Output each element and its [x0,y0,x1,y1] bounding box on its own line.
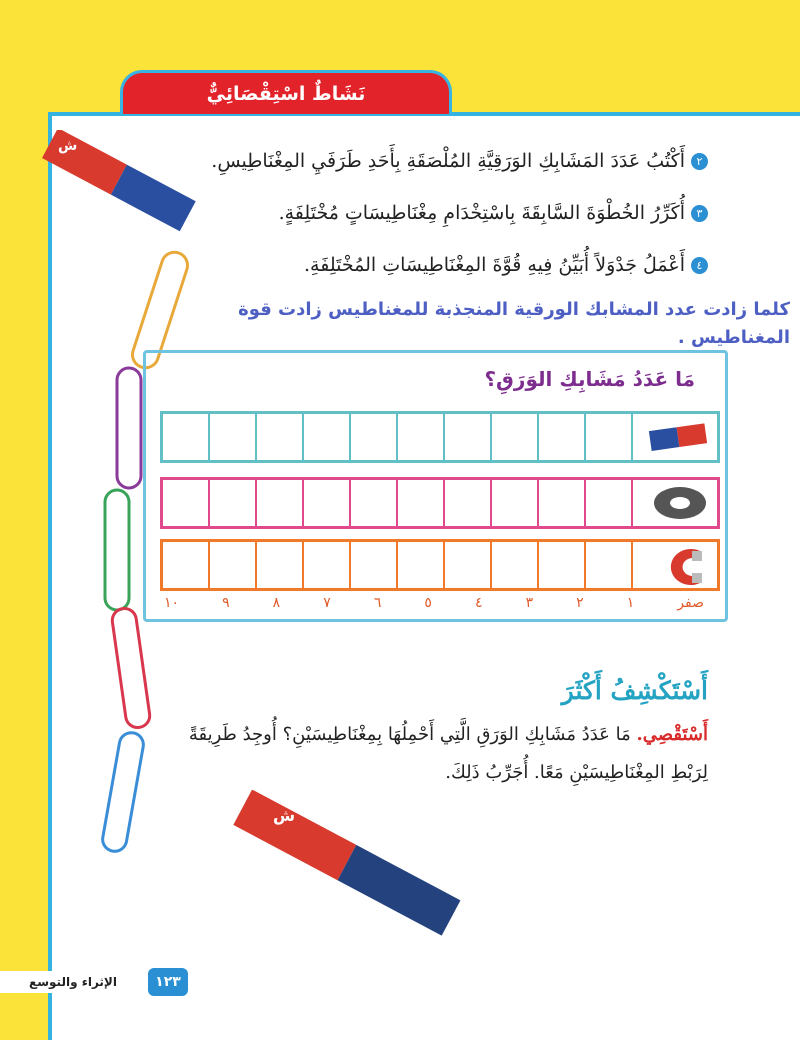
table-cell [210,480,257,526]
table-cell [304,480,351,526]
table-cell [492,414,539,460]
scale-label: ١ [626,595,635,611]
activity-banner [120,70,452,114]
explore-lead: أَسْتَقْصِي. [636,724,708,745]
table-cell [539,414,586,460]
table-cell [492,480,539,526]
banner-title: نَشَاطٌ اسْتِقْصَائِيٌّ [206,82,366,105]
table-cell [351,542,398,588]
table-cell [539,542,586,588]
table-cell [257,480,304,526]
ring-magnet-icon [650,483,710,523]
step-number: ٢ [691,153,708,170]
table-cell [257,414,304,460]
table-cell [539,480,586,526]
table-cell [351,480,398,526]
table-cell [304,414,351,460]
table-cell [492,542,539,588]
scale-label: ٢ [576,595,584,611]
table-cell [210,414,257,460]
student-answer: كلما زادت عدد المشابك الورقية المنجذبة للمغناطيس زادت قوة المغناطيس . [238,299,790,348]
magnet-south-label-top: ج [163,238,173,253]
table-cell [163,414,210,460]
scale-label: صفر [677,595,704,611]
table-cell [210,542,257,588]
table-cell [445,480,492,526]
step-2 [211,150,708,172]
count-scale [164,595,704,611]
explore-paragraph [188,716,708,792]
section-label: الإثراء والتوسع [0,971,146,993]
magnet-north-label-bottom: ش [273,806,296,825]
table-row-bar-magnet [160,411,720,463]
magnet-north-label-top: ش [58,138,78,154]
table-cell [445,542,492,588]
table-cell [398,480,445,526]
magnet-south-label-bottom: ج [440,932,451,950]
table-cell [257,542,304,588]
scale-label: ٦ [373,595,382,611]
table-cell [398,414,445,460]
step-text: أَكْتُبُ عَدَدَ المَشَابِكِ الوَرَقِيَّةِ المُلْصَقَةِ بِأَحَدِ طَرَفَيِ المِغْنَاطِيسِ. [211,150,685,172]
scale-label: ١٠ [164,595,180,611]
table-cell [445,414,492,460]
step-3 [279,202,708,224]
table-cell [163,542,210,588]
table-cell [304,542,351,588]
scale-label: ٥ [424,595,432,611]
scale-label: ٩ [222,595,230,611]
scale-label: ٧ [323,595,331,611]
table-cell [586,542,633,588]
table-cell [163,480,210,526]
bar-magnet-bottom [228,790,488,980]
table-title: مَا عَدَدُ مَشَابِكِ الوَرَقِ؟ [484,367,695,391]
step-text: أُكَرِّرُ الخُطْوَةَ السَّابِقَةَ بِاسْتِخْدَامِ مِغْنَاطِيسَاتٍ مُخْتَلِفَةٍ. [278,202,685,224]
step-number: ٤ [691,257,708,274]
table-row-ring-magnet [160,477,720,529]
page-number: ١٢٣ [148,968,188,996]
table-cell [351,414,398,460]
table-cell [586,414,633,460]
table-row-horseshoe-magnet [160,539,720,591]
horseshoe-magnet-icon [650,545,708,587]
scale-label: ٤ [474,595,483,611]
explore-body: مَا عَدَدُ مَشَابِكِ الوَرَقِ الَّتِي أَحْمِلُهَا بِمِغْنَاطِيسَيْنِ؟ أُوجِدُ طَرِيقَةً لِرَبْطِ المِغْنَاطِيسَيْنِ مَعًا. أُجَرِّبُ ذَلِكَ. [188,724,708,783]
scale-label: ٨ [272,595,281,611]
bar-magnet-icon [646,419,712,455]
explore-more-heading: أَسْتَكْشِفُ أَكْثَرَ [561,676,708,705]
table-cell [586,480,633,526]
scale-label: ٣ [525,595,534,611]
table-cell [398,542,445,588]
step-number: ٣ [691,205,708,222]
step-4 [304,254,708,276]
step-text: أَعْمَلُ جَدْوَلاً أُبَيِّنُ فِيهِ قُوَّةَ المِغْنَاطِيسَاتِ المُخْتَلِفَةِ. [304,254,685,276]
page-footer [0,968,190,998]
bar-magnet-top [28,130,208,270]
clip-count-table [143,350,728,622]
